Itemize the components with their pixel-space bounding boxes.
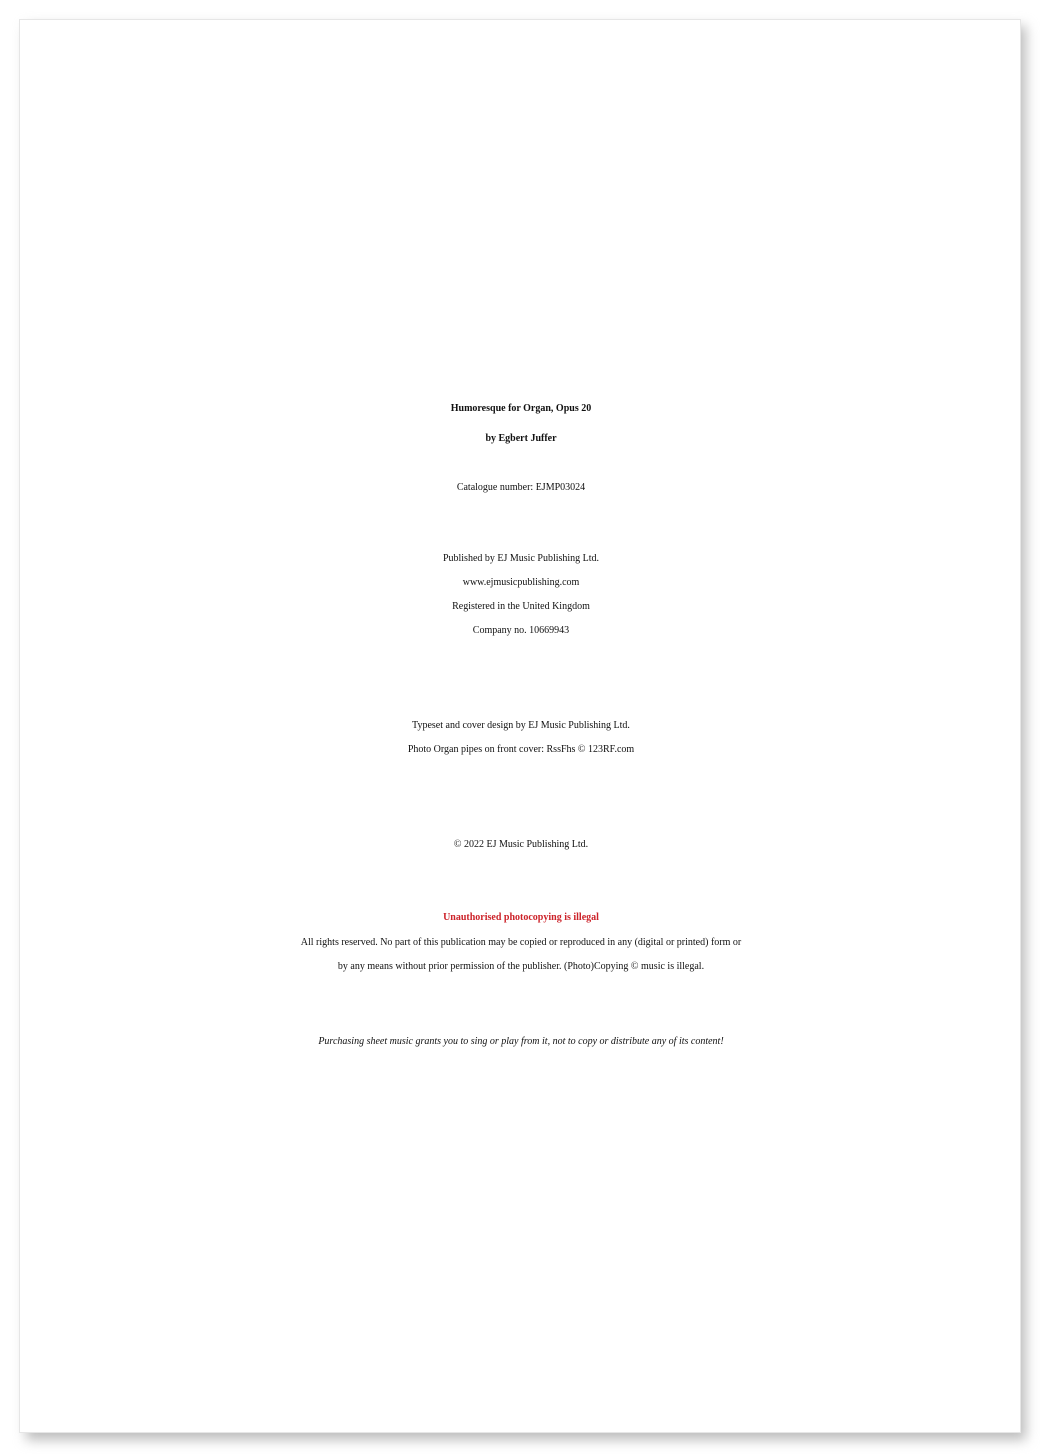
composer: by Egbert Juffer bbox=[485, 433, 557, 444]
catalogue-number: Catalogue number: EJMP03024 bbox=[456, 482, 586, 493]
publisher-website: www.ejmusicpublishing.com bbox=[462, 577, 580, 588]
copyright-line: © 2022 EJ Music Publishing Ltd. bbox=[453, 839, 589, 850]
company-number: Company no. 10669943 bbox=[472, 625, 570, 636]
purchase-notice: Purchasing sheet music grants you to sing or play from it, not to copy or distribute any of its content! bbox=[318, 1036, 724, 1047]
registration-country: Registered in the United Kingdom bbox=[452, 601, 590, 612]
work-title: Humoresque for Organ, Opus 20 bbox=[450, 403, 592, 414]
photocopy-warning: Unauthorised photocopying is illegal bbox=[443, 912, 599, 923]
typeset-credit: Typeset and cover design by EJ Music Publishing Ltd. bbox=[412, 720, 630, 731]
rights-line-1: All rights reserved. No part of this publication may be copied or reproduced in any (digital or printed) form or bbox=[300, 937, 742, 948]
publisher-name: Published by EJ Music Publishing Ltd. bbox=[442, 553, 600, 564]
document-page bbox=[19, 19, 1021, 1433]
photo-credit: Photo Organ pipes on front cover: RssFhs © 123RF.com bbox=[407, 744, 635, 755]
rights-line-2: by any means without prior permission of the publisher. (Photo)Copying © music is illegal. bbox=[337, 961, 705, 972]
